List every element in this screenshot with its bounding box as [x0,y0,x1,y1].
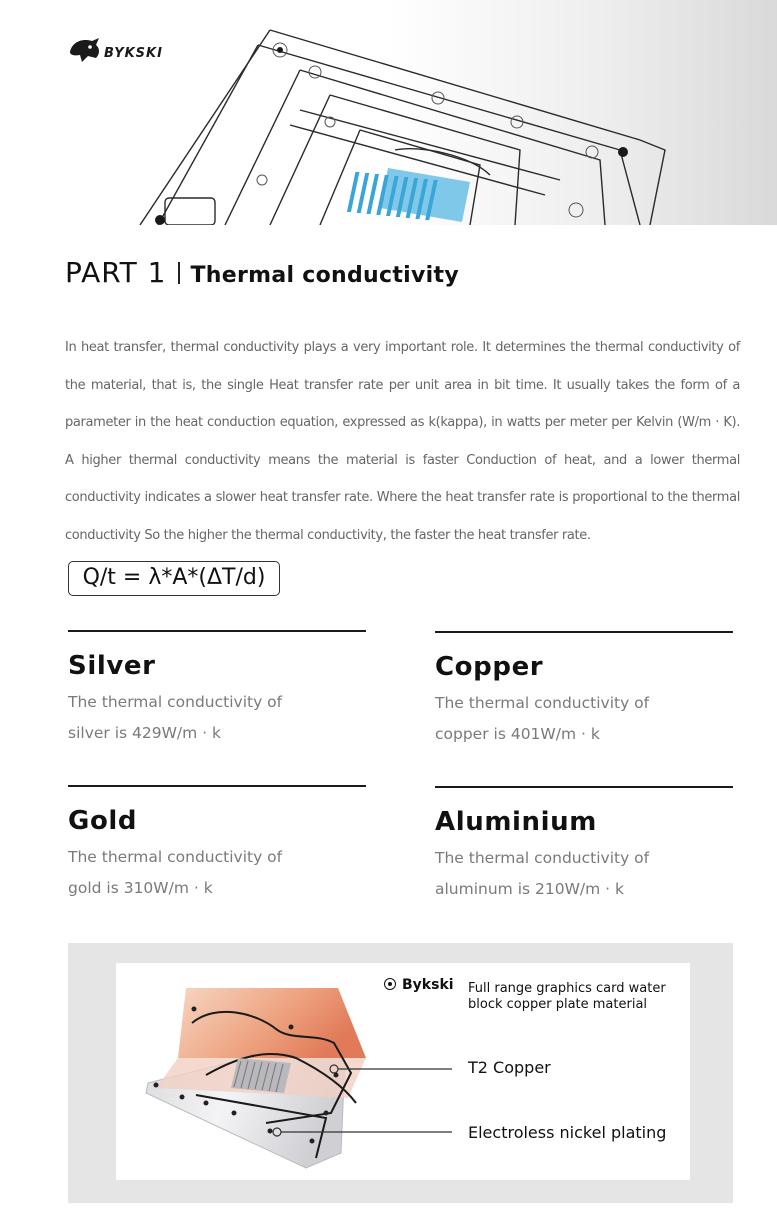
metal-description: The thermal conductivity of gold is 310W/m · k [68,848,283,897]
logo-wordmark: BYKSKI [104,46,163,61]
metal-card-silver [68,630,368,749]
hero-banner [0,0,777,225]
divider [435,786,733,788]
label-t2-copper: T2 Copper [468,1058,551,1077]
section-heading [65,256,459,296]
intro-paragraph: In heat transfer, thermal conductivity plays a very important role. It determines the thermal conductivity of the material, that is, the single Heat transfer rate per unit area in bit time. It usually takes the form of a parameter in the heat conduction equation, expressed as k(kappa), in watts per meter per Kelvin (W/m · K). A higher thermal conductivity means the material is faster Conduction of heat, and a lower thermal conductivity indicates a slower heat transfer rate. Where the heat transfer rate is proportional to the thermal conductivity So the higher the thermal conductivity, the faster the heat transfer rate. [65,340,740,543]
target-dot-icon [384,978,396,990]
heading-divider [178,262,180,284]
dragon-icon [66,36,102,66]
water-block-illustration [0,0,777,225]
metal-description: The thermal conductivity of aluminum is 210W/m · k [435,849,650,898]
metal-card-aluminium [435,786,735,905]
figure-brand [384,977,454,993]
divider [435,631,733,633]
figure-brand-text: Bykski [402,977,454,993]
metal-name: Aluminium [435,807,597,837]
divider [68,630,366,632]
part-number: PART 1 [65,256,167,289]
plate-fin-area [231,1058,291,1093]
figure-caption: Full range graphics card water block copper plate material [468,981,666,1012]
heatsink-fins [347,168,470,222]
formula-box: Q/t = λ*A*(ΔT/d) [68,561,280,596]
label-nickel-plating: Electroless nickel plating [468,1123,667,1142]
bykski-logo [66,36,178,68]
metal-card-gold [68,785,368,904]
metal-name: Gold [68,806,138,836]
section-title: Thermal conductivity [190,263,459,288]
metal-name: Silver [68,651,156,681]
metal-card-copper [435,631,735,750]
metal-name: Copper [435,652,544,682]
divider [68,785,366,787]
metal-description: The thermal conductivity of silver is 429W/m · k [68,693,283,742]
metal-description: The thermal conductivity of copper is 401W/m · k [435,694,650,743]
